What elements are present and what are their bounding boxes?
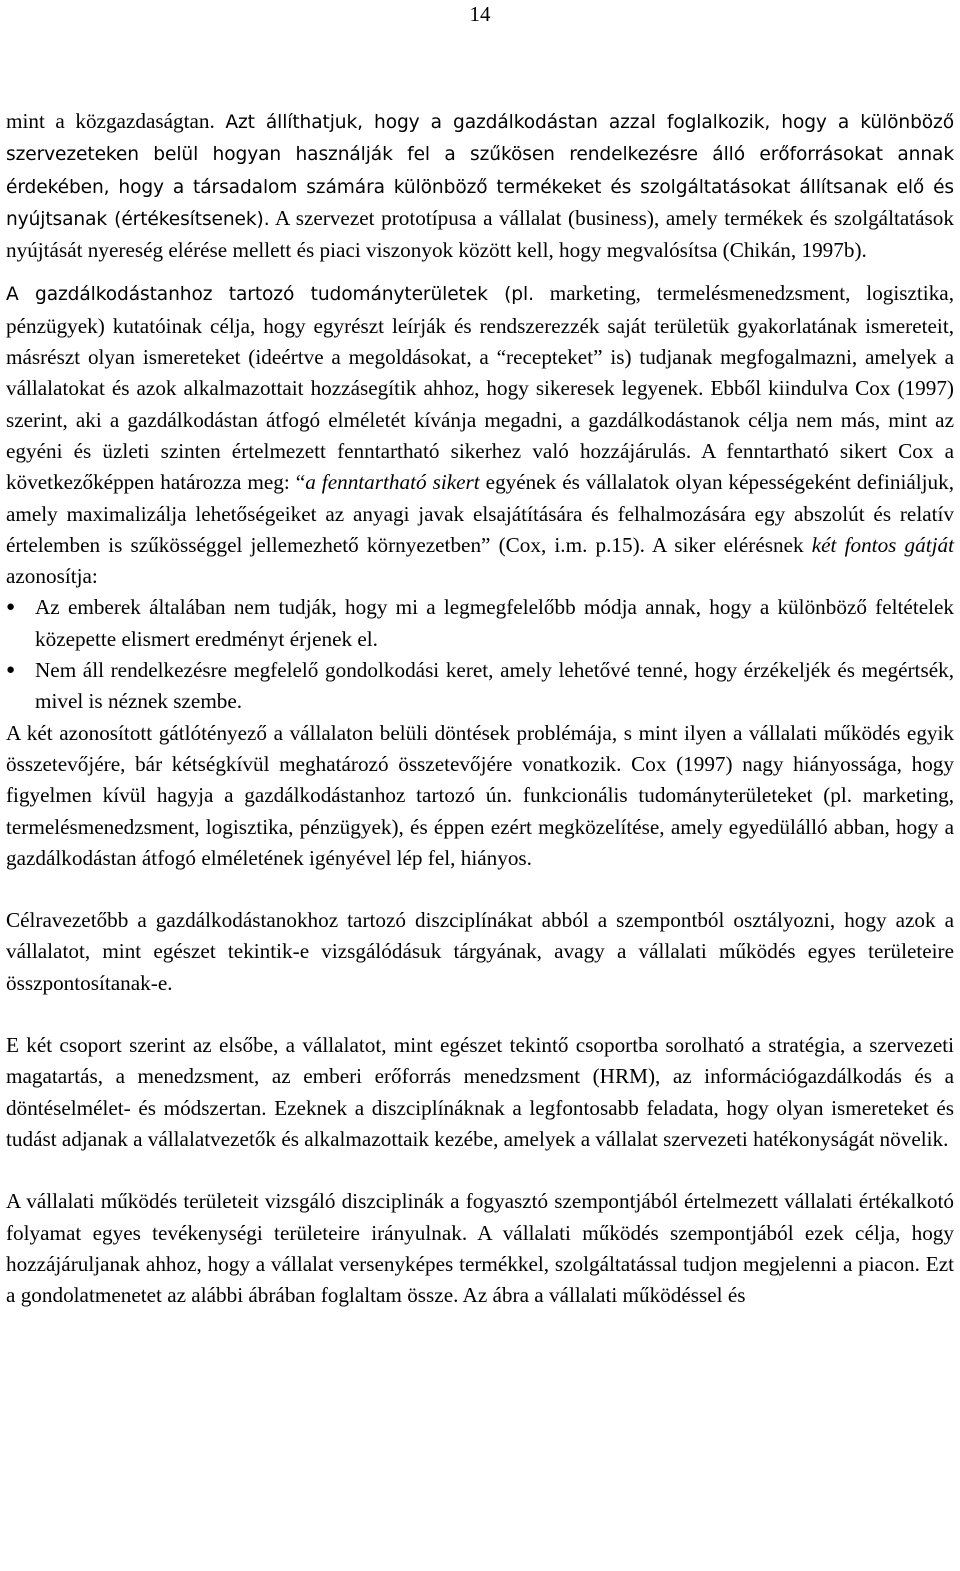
- paragraph-fields-text-3: azonosítja:: [6, 564, 98, 589]
- paragraph-fields: [6, 278, 954, 592]
- paragraph-fields-text-1: marketing, termelésmenedzsment, logisztika, pénzügyek) kutatóinak célja, hogy egyrészt leírják és rendszerezzék saját területük gyakorlatának ismereteit, másrészt olyan ismereteket (ideértve a megoldásokat, a “recepteket” is) tudjanak megfogalmazni, amelyek a vállalatokat és azok alkalmazottait hozzásegítik ahhoz, hogy sikeresek legyenek. Ebből kiindulva Cox (1997) szerint, aki a gazdálkodástan átfogó elméletét kívánja megadni, a gazdálkodástanok célja nem más, mint az egyéni és üzleti szinten értelmezett fenntartható sikerhez való hozzájárulás. A fenntartható sikert Cox a következőképpen határozza meg: “: [6, 281, 954, 495]
- paragraph-intro-lead: mint a közgazdaságtan.: [6, 109, 226, 133]
- paragraph-intro-prototype: A szervezet prototípusa a vállalat (business), amely termékek és szolgáltatások nyújtását nyereség elérése mellett és piaci viszonyok között kell, hogy megvalósítsa (Chikán, 1997b).: [6, 205, 954, 263]
- list-item: ● Az emberek általában nem tudják, hogy mi a legmegfelelőbb módja annak, hogy a különböző feltételek közepette elismert eredményt érjenek el.: [6, 592, 954, 655]
- paragraph-functional-disciplines: A vállalati működés területeit vizsgáló diszciplinák a fogyasztó szempontjából értelmezett vállalati értékalkotó folyamat egyes tevékenységi területeire irányulnak. A vállalati működés szempontjából ezek célja, hogy hozzájáruljanak ahhoz, hogy a vállalat versenyképes termékkel, szolgáltatással tudjon megjelenni a piacon. Ezt a gondolatmenetet az alábbi ábrában foglaltam össze. Az ábra a vállalati működéssel és: [6, 1189, 954, 1308]
- paragraph-fields-text-2: egyének és vállalatok olyan képességeként definiáljuk, amely maximalizálja lehetőségeiket az anyagi javak elsajátítására és felhalmozására egy abszolút és relatív értelemben is szűkösséggel jellemezhető környezetben” (Cox, i.m. p.15). A siker elérésnek: [6, 470, 955, 557]
- paragraph-groups: E két csoport szerint az elsőbe, a vállalatot, mint egészet tekintő csoportba sorolható a stratégia, a szervezeti magatartás, a menedzsment, az emberi erőforrás menedzsment (HRM), az információgazdálkodás és a döntéselmélet- és módszertan. Ezeknek a diszciplínáknak a legfontosabb feladata, hogy olyan ismereteket és tudást adjanak a vállalatvezetők és alkalmazottaik kezébe, amelyek a vállalat szervezeti hatékonyságát növelik.: [6, 1033, 954, 1151]
- paragraph-fields-emphasis-1: a fenntartható sikert: [305, 470, 480, 495]
- paragraph-intro: [6, 106, 954, 266]
- list-item: ● Nem áll rendelkezésre megfelelő gondolkodási keret, amely lehetővé tenné, hogy érzékeljék és megértsék, mivel is néznek szembe.: [6, 655, 954, 718]
- document-body: [6, 106, 954, 1311]
- page-number: 14: [469, 2, 491, 26]
- paragraph-fields-emphasis-2: két fontos gátját: [811, 532, 955, 557]
- barriers-list: [6, 592, 954, 717]
- paragraph-cox-critique: A két azonosított gátlótényező a vállalaton belüli döntések problémája, s mint ilyen a vállalati működés egyik összetevőjére, bár kétségkívül meghatározó összetevőjére vonatkozik. Cox (1997) nagy hiányossága, hogy figyelmen kívül hagyja a gazdálkodástanhoz tartozó ún. funkcionális tudományterületeket (pl. marketing, termelésmenedzsment, logisztika, pénzügyek), és éppen ezért megközelítése, amely egyedülálló abban, hogy a gazdálkodástan átfogó elméletének igényével lép fel, hiányos.: [6, 720, 954, 870]
- paragraph-intro-definition: Azt állíthatjuk, hogy a gazdálkodástan azzal foglalkozik, hogy a különböző szervezeteken belül hogyan használják fel a szűkösen rendelkezésre álló erőforrásokat annak érdekében, hogy a társadalom számára különböző termékeket és szolgáltatásokat állítsanak elő és nyújtsanak (értékesítsenek).: [6, 112, 954, 230]
- paragraph-fields-lead: A gazdálkodástanhoz tartozó tudományterületek (pl.: [6, 284, 534, 306]
- paragraph-classification: Célravezetőbb a gazdálkodástanokhoz tartozó diszciplínákat abból a szempontból osztályozni, hogy azok a vállalatot, mint egészet tekintik-e vizsgálódásuk tárgyának, avagy a vállalati működés egyes területeire összpontosítanak-e.: [6, 908, 954, 995]
